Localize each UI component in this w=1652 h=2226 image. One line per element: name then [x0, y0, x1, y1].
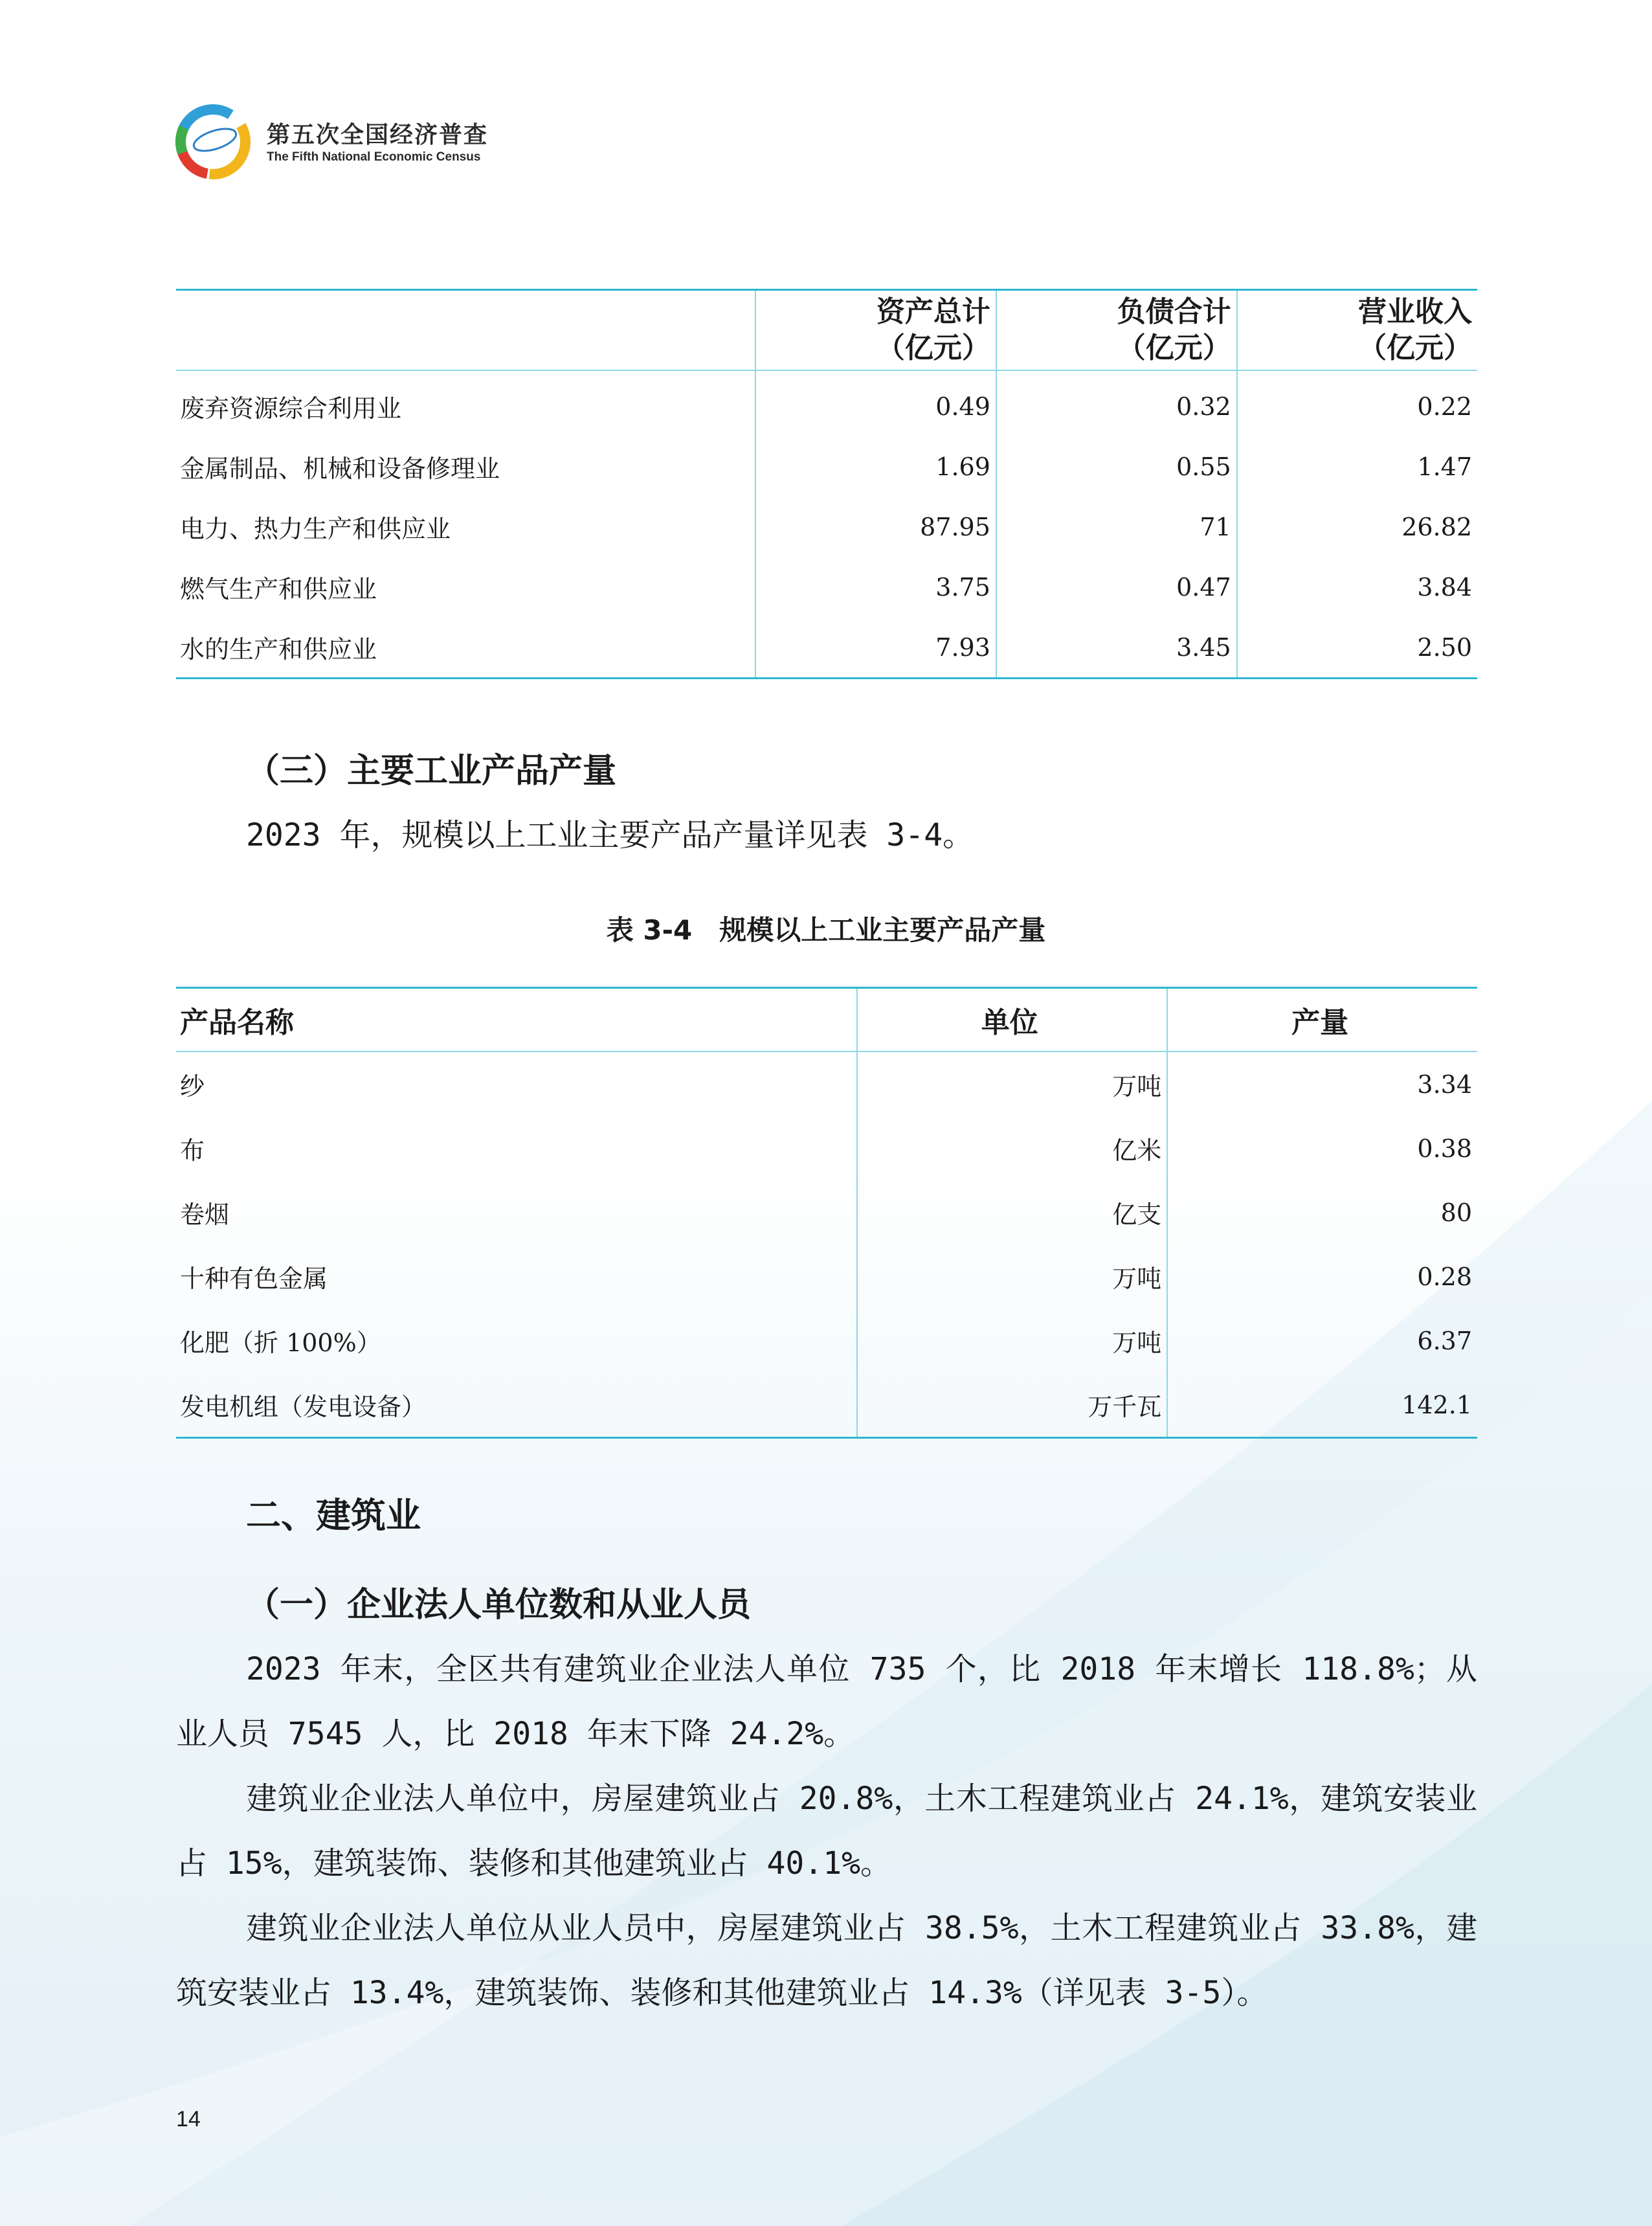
table-header-row	[176, 290, 1477, 371]
brand-title-cn: 第五次全国经济普查	[267, 121, 489, 148]
header-revenue: 营业收入 （亿元）	[1237, 290, 1477, 371]
table-row	[176, 1116, 1477, 1180]
cell-value: 0.22	[1237, 370, 1477, 436]
row-name: 燃气生产和供应业	[180, 575, 377, 603]
product-unit: 万千瓦	[857, 1373, 1167, 1438]
census-ring-logo-icon	[173, 102, 252, 181]
cell-value: 71	[996, 497, 1237, 557]
cell-value: 0.55	[996, 436, 1237, 497]
table-caption: 表 3-4 规模以上工业主要产品产量	[606, 914, 1046, 946]
row-name: 水的生产和供应业	[180, 635, 377, 664]
subsection-title-enterprises: （一）企业法人单位数和从业人员	[246, 1586, 752, 1625]
table-row	[176, 1180, 1477, 1244]
brand-title-en: The Fifth National Economic Census	[267, 150, 481, 164]
paragraph-enterprise-share: 建筑业企业法人单位中，房屋建筑业占 20.8%，土木工程建筑业占 24.1%，建筑安装业占 15%，建筑装饰、装修和其他建筑业占 40.1%。	[176, 1781, 1477, 1882]
product-value: 0.38	[1167, 1116, 1477, 1180]
cell-value: 0.32	[996, 370, 1237, 436]
table-row	[176, 497, 1477, 557]
header-product-name: 产品名称	[176, 988, 857, 1052]
table-row	[176, 1373, 1477, 1438]
product-unit: 万吨	[857, 1244, 1167, 1309]
header-total-liabilities: 负债合计 （亿元）	[996, 290, 1237, 371]
cell-value: 26.82	[1237, 497, 1477, 557]
row-name: 废弃资源综合利用业	[180, 394, 402, 423]
table-header-row	[176, 988, 1477, 1052]
paragraph-enterprise-count: 2023 年末，全区共有建筑业企业法人单位 735 个，比 2018 年末增长 118.8%；从业人员 7545 人，比 2018 年末下降 24.2%。	[176, 1651, 1477, 1752]
product-value: 6.37	[1167, 1309, 1477, 1373]
row-name: 金属制品、机械和设备修理业	[180, 455, 500, 483]
cell-value: 2.50	[1237, 617, 1477, 679]
table-row	[176, 1309, 1477, 1373]
cell-value: 3.84	[1237, 557, 1477, 617]
header-unit: 单位	[857, 988, 1167, 1052]
cell-value: 7.93	[755, 617, 996, 679]
product-value: 80	[1167, 1180, 1477, 1244]
product-value: 142.1	[1167, 1373, 1477, 1438]
cell-value: 0.47	[996, 557, 1237, 617]
cell-value: 3.75	[755, 557, 996, 617]
table-row	[176, 370, 1477, 436]
cell-value: 87.95	[755, 497, 996, 557]
table-row	[176, 1244, 1477, 1309]
product-unit: 万吨	[857, 1051, 1167, 1116]
section-title-industrial-output: （三）主要工业产品产量	[246, 752, 617, 791]
section-title-construction: 二、建筑业	[246, 1495, 421, 1536]
table-row	[176, 436, 1477, 497]
product-name: 卷烟	[180, 1200, 230, 1229]
paragraph-employee-share: 建筑业企业法人单位从业人员中，房屋建筑业占 38.5%，土木工程建筑业占 33.8%，建筑安装业占 13.4%，建筑装饰、装修和其他建筑业占 14.3%（详见表 3-5）。	[176, 1910, 1477, 2011]
cell-value: 3.45	[996, 617, 1237, 679]
industry-finance-table	[176, 289, 1477, 679]
product-value: 3.34	[1167, 1051, 1477, 1116]
header-blank	[176, 290, 755, 371]
row-name: 电力、热力生产和供应业	[180, 515, 451, 543]
table-row	[176, 1051, 1477, 1116]
product-value: 0.28	[1167, 1244, 1477, 1309]
header-total-assets: 资产总计 （亿元）	[755, 290, 996, 371]
table-row	[176, 617, 1477, 679]
paragraph-output-intro: 2023 年，规模以上工业主要产品产量详见表 3-4。	[246, 817, 974, 853]
table-row	[176, 557, 1477, 617]
product-name: 布	[180, 1136, 205, 1165]
cell-value: 1.47	[1237, 436, 1477, 497]
product-name: 纱	[180, 1072, 205, 1101]
page-number: 14	[176, 2107, 201, 2131]
header-output: 产量	[1167, 988, 1477, 1052]
cell-value: 1.69	[755, 436, 996, 497]
product-name: 化肥（折 100%）	[180, 1329, 381, 1357]
cell-value: 0.49	[755, 370, 996, 436]
product-output-table	[176, 987, 1477, 1439]
product-unit: 亿米	[857, 1116, 1167, 1180]
product-name: 十种有色金属	[180, 1265, 328, 1293]
product-unit: 亿支	[857, 1180, 1167, 1244]
product-name: 发电机组（发电设备）	[180, 1393, 427, 1421]
product-unit: 万吨	[857, 1309, 1167, 1373]
